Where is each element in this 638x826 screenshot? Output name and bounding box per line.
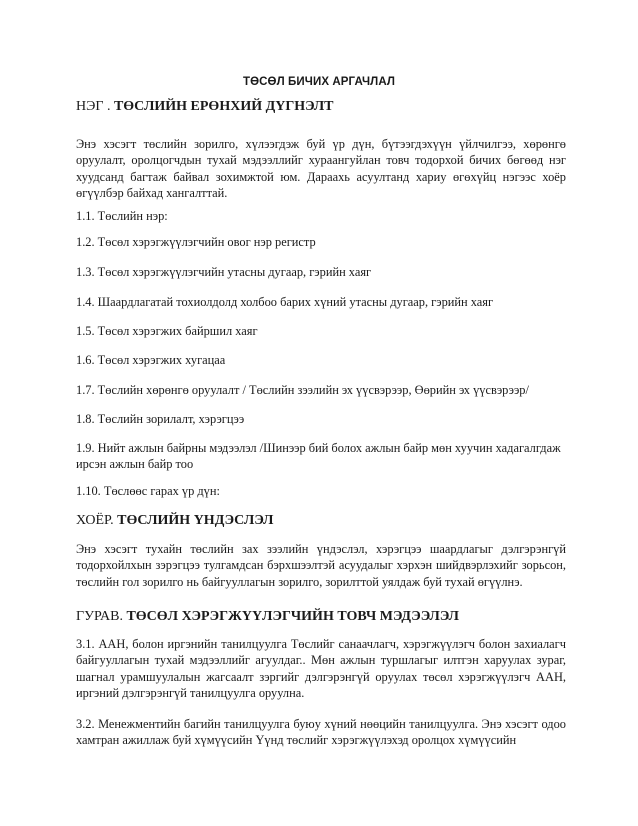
list-item: 1.1. Төслийн нэр: [76, 209, 168, 223]
list-item: 1.10. Төслөөс гарах үр дүн: [76, 484, 220, 498]
list-item: 1.9. Нийт ажлын байрны мэдээлэл /Шинээр бий болох ажлын байр мөн хуучин хадагалгдаж ирсэн ажлын байр тоо [76, 441, 561, 472]
section-name: ТӨСӨЛ ХЭРЭГЖҮҮЛЭГЧИЙН ТОВЧ МЭДЭЭЛЭЛ [126, 609, 459, 624]
section-heading-2 [76, 513, 576, 529]
section-heading-1 [76, 99, 576, 115]
section-heading-3 [76, 609, 576, 625]
section-number: НЭГ . [76, 99, 111, 114]
list-item: 1.4. Шаардлагатай тохиолдолд холбоо барих хүний утасны дугаар, гэрийн хаяг [76, 295, 494, 309]
section-3-paragraph-2: 3.2. Менежментийн багийн танилцуулга буюу хүний нөөцийн танилцуулга. Энэ хэсэгт одоо хамтран ажиллаж буй хүмүүсийн Үүнд төслийг хэрэгжүүлэхэд оролцох хүмүүсийн [76, 717, 566, 748]
list-item: 1.5. Төсөл хэрэгжих байршил хаяг [76, 324, 258, 338]
section-name: ТӨСЛИЙН ҮНДЭСЛЭЛ [117, 513, 274, 528]
section-2-body: Энэ хэсэгт тухайн төслийн зах зээлийн үндэслэл, хэрэгцээ шаардлагыг дэлгэрэнгүй тодорхойлхын зэрэгцээ тулгамдсан бэрхшээлтэй асуудалыг хэрхэн шийдвэрлэхийг зорьсон, төслийн гол зорилго нь байгууллагын зорилго, зорилттой уялдаж буй тухай өгүүлнэ. [76, 542, 566, 589]
list-item: 1.7. Төслийн хөрөнгө оруулалт / Төслийн зээлийн эх үүсвэрээр, Өөрийн эх үүсвэрээр/ [76, 383, 529, 397]
list-item: 1.3. Төсөл хэрэгжүүлэгчийн утасны дугаар, гэрийн хаяг [76, 265, 372, 279]
list-item: 1.8. Төслийн зорилалт, хэрэгцээ [76, 412, 245, 426]
document-title: ТӨСӨЛ БИЧИХ АРГАЧЛАЛ [242, 76, 396, 88]
section-name: ТӨСЛИЙН ЕРӨНХИЙ ДҮГНЭЛТ [113, 99, 334, 114]
section-1-intro: Энэ хэсэгт төслийн зорилго, хүлээгдэж буй үр дүн, бүтээгдэхүүн үйлчилгээ, хөрөнгө оруулалт, оролцогчдын тухай мэдээллийг хураангуйлан товч тодорхой бичих бөгөөд нэг хуудсанд багтаж байвал зохимжтой юм. Дараахь асуултанд хариу өгөхүйц нэгээс хоёр өгүүлбэр байхад хангалттай. [76, 137, 566, 201]
section-3-paragraph-1: 3.1. ААН, болон иргэнийн танилцуулга Төслийг санаачлагч, хэрэгжүүлэгч болон захиалагч байгууллагын тухай мэдээллийг агуулдаг.. Мөн ажлын туршлагыг илтгэн харуулах зураг, шагнал урамшуулалын жагсаалт зэргийг дэлгэрэнгүй оруулах төсөл хэрэгжүүлэгч ААН, иргэний дэлгэрэнгүй танилцуулга оруулна. [76, 637, 566, 701]
list-item: 1.2. Төсөл хэрэгжүүлэгчийн овог нэр регистр [76, 235, 316, 249]
section-number: ХОЁР. [76, 513, 114, 528]
list-item: 1.6. Төсөл хэрэгжих хугацаа [76, 353, 226, 367]
section-number: ГУРАВ. [76, 609, 123, 624]
